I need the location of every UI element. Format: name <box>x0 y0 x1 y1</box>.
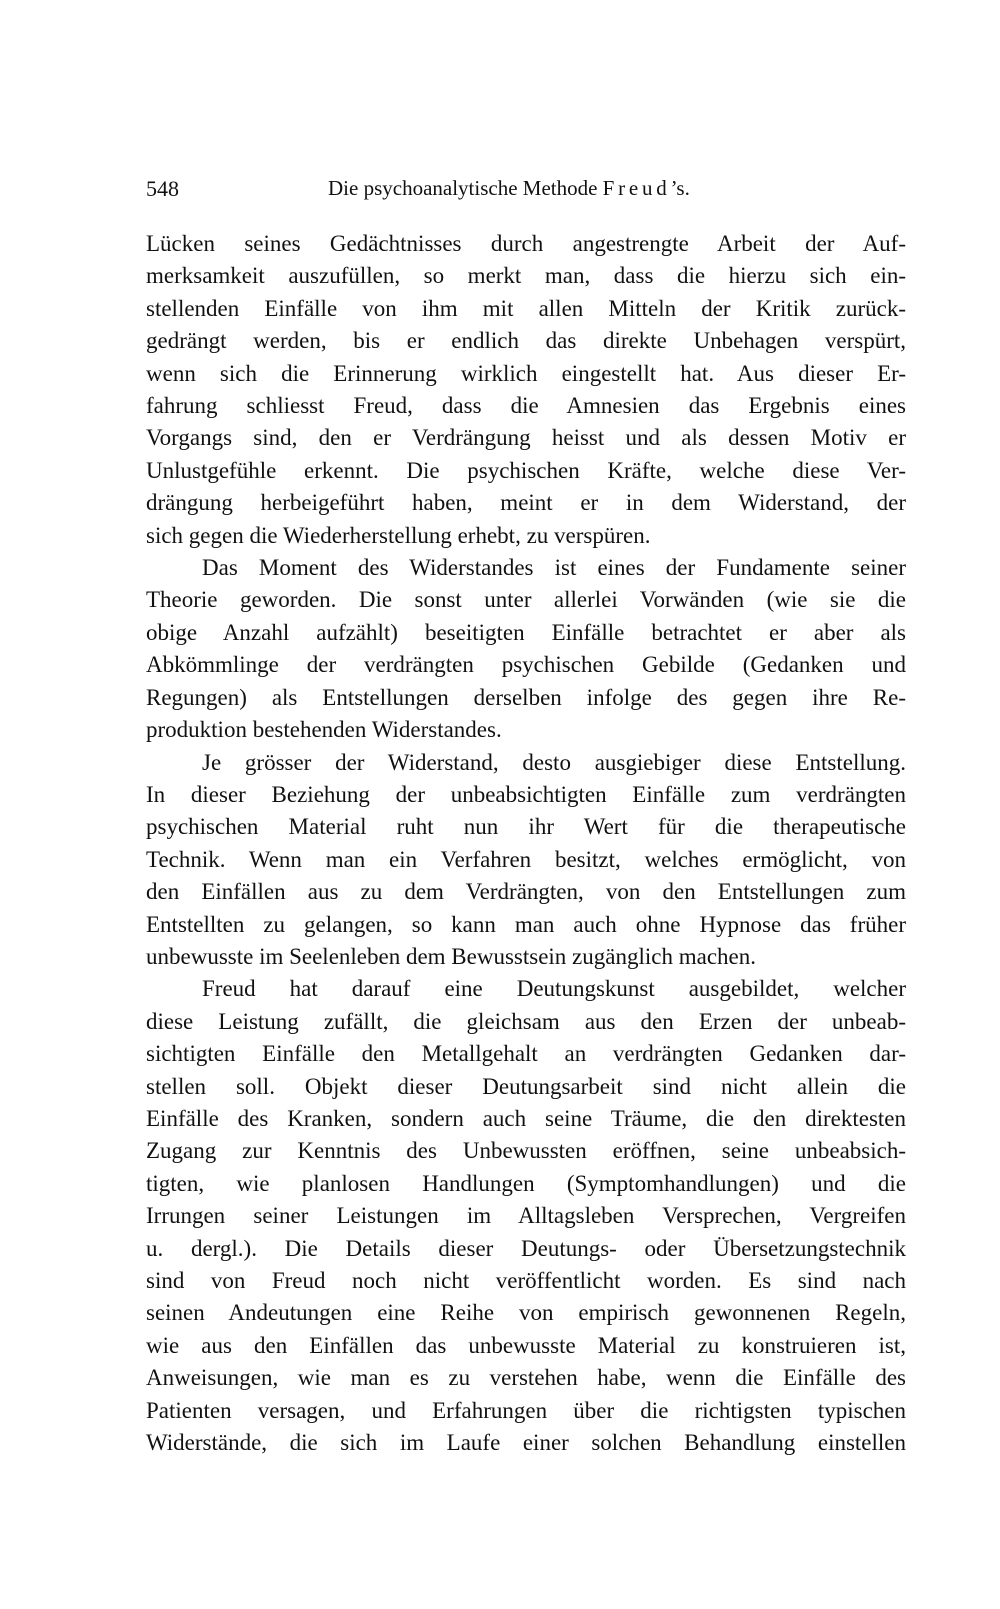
text-line: Einfälle des Kranken, sondern auch seine Träume, die den direktesten <box>146 1105 906 1131</box>
text-line: psychischen Material ruht nun ihr Wert für die therapeutische <box>146 814 906 840</box>
text-line: Vorgangs sind, den er Verdrängung heisst und als dessen Motiv er <box>146 425 906 451</box>
text-line: Das Moment des Widerstandes ist eines der Fundamente seiner <box>202 555 906 581</box>
text-line: seinen Andeutungen eine Reihe von empirisch gewonnenen Regeln, <box>146 1300 906 1326</box>
text-line: diese Leistung zufällt, die gleichsam aus den Erzen der unbeab- <box>146 1008 906 1034</box>
text-line: wenn sich die Erinnerung wirklich eingestellt hat. Aus dieser Er- <box>146 360 906 386</box>
text-line: Unlustgefühle erkennt. Die psychischen Kräfte, welche diese Ver- <box>146 457 906 483</box>
paragraph <box>146 228 906 552</box>
text-line: Anweisungen, wie man es zu verstehen habe, wenn die Einfälle des <box>146 1365 906 1391</box>
text-line: wie aus den Einfällen das unbewusste Material zu konstruieren ist, <box>146 1332 906 1358</box>
running-head <box>328 176 690 201</box>
text-line: obige Anzahl aufzählt) beseitigten Einfälle betrachtet er aber als <box>146 619 906 645</box>
text-line: Widerstände, die sich im Laufe einer solchen Behandlung einstellen <box>146 1430 906 1456</box>
text-line: Regungen) als Entstellungen derselben infolge des gegen ihre Re- <box>146 684 906 710</box>
text-line: gedrängt werden, bis er endlich das direkte Unbehagen verspürt, <box>146 328 906 354</box>
page-header <box>146 176 906 210</box>
text-line: produktion bestehenden Widerstandes. <box>146 717 502 743</box>
paragraph <box>146 747 906 974</box>
text-line: Irrungen seiner Leistungen im Alltagsleben Versprechen, Vergreifen <box>146 1203 906 1229</box>
running-head-suffix: ’s. <box>670 176 690 200</box>
text-line: u. dergl.). Die Details dieser Deutungs- oder Übersetzungstechnik <box>146 1235 906 1261</box>
text-line: tigten, wie planlosen Handlungen (Symptomhandlungen) und die <box>146 1170 906 1196</box>
text-line: Entstellten zu gelangen, so kann man auch ohne Hypnose das früher <box>146 911 906 937</box>
body-text <box>146 228 906 1459</box>
text-line: stellenden Einfälle von ihm mit allen Mitteln der Kritik zurück- <box>146 295 906 321</box>
text-line: merksamkeit auszufüllen, so merkt man, dass die hierzu sich ein- <box>146 263 906 289</box>
text-line: Technik. Wenn man ein Verfahren besitzt, welches ermöglicht, von <box>146 846 906 872</box>
text-line: In dieser Beziehung der unbeabsichtigten Einfälle zum verdrängten <box>146 781 906 807</box>
text-line: sichtigten Einfälle den Metallgehalt an verdrängten Gedanken dar- <box>146 1041 906 1067</box>
text-line: Abkömmlinge der verdrängten psychischen Gebilde (Gedanken und <box>146 652 906 678</box>
text-line: Je grösser der Widerstand, desto ausgiebiger diese Entstellung. <box>202 749 906 775</box>
text-line: sind von Freud noch nicht veröffentlicht worden. Es sind nach <box>146 1268 906 1293</box>
paragraph <box>146 552 906 746</box>
text-line: sich gegen die Wiederherstellung erhebt, zu verspüren. <box>146 522 651 548</box>
text-line: Zugang zur Kenntnis des Unbewussten eröffnen, seine unbeabsich- <box>146 1138 906 1164</box>
text-line: stellen soll. Objekt dieser Deutungsarbeit sind nicht allein die <box>146 1073 906 1099</box>
paragraph <box>146 973 906 1459</box>
text-line: Theorie geworden. Die sonst unter allerlei Vorwänden (wie sie die <box>146 587 906 613</box>
text-line: Lücken seines Gedächtnisses durch angestrengte Arbeit der Auf- <box>146 231 906 256</box>
running-head-author: Freud <box>602 176 671 200</box>
text-line: den Einfällen aus zu dem Verdrängten, von den Entstellungen zum <box>146 879 906 905</box>
text-line: drängung herbeigeführt haben, meint er in dem Widerstand, der <box>146 490 906 516</box>
page-number: 548 <box>146 176 179 201</box>
text-line: Patienten versagen, und Erfahrungen über die richtigsten typischen <box>146 1397 906 1423</box>
text-line: fahrung schliesst Freud, dass die Amnesien das Ergebnis eines <box>146 393 906 419</box>
text-line: unbewusste im Seelenleben dem Bewusstsein zugänglich machen. <box>146 943 756 969</box>
running-head-title: Die psychoanalytische Methode <box>328 176 603 200</box>
text-line: Freud hat darauf eine Deutungskunst ausgebildet, welcher <box>202 976 906 1002</box>
